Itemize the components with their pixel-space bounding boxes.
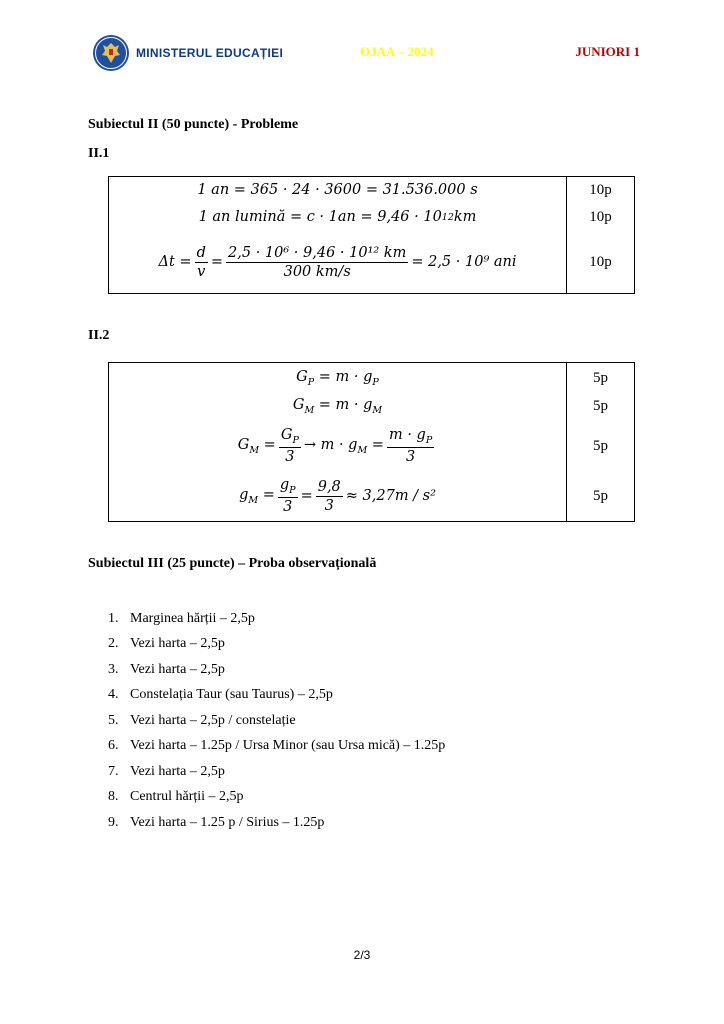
ministry-crest-icon <box>92 34 130 72</box>
list-item: 8. Centrul hărții – 2,5p <box>108 789 244 805</box>
exam-label: OJAA – 2024 <box>360 44 434 59</box>
page-header <box>92 32 640 76</box>
list-item: 2. Vezi harta – 2,5p <box>108 636 225 652</box>
page-number: 2/3 <box>353 948 371 962</box>
scores-cell <box>567 363 635 522</box>
equation-delta-t: Δt = $\frac{d}{v}$ = $\frac{\text{2,5 · 10⁶ · 9,46 · 10¹² km}}{300 km/s}$ = 2,5 · 10⁹ ani <box>158 244 517 280</box>
scores-cell <box>567 177 635 294</box>
category-label: JUNIORI 1 <box>575 44 640 59</box>
ministry-logo <box>92 34 283 72</box>
equations-cell <box>109 363 567 522</box>
problem-II1-label: II.1 <box>88 146 110 161</box>
score: 10p <box>589 253 612 270</box>
score: 5p <box>593 369 608 386</box>
score: 5p <box>593 397 608 414</box>
equation-GM-ratio: $G_M$ = $\frac{G_P}{3}$ → $m \cdot g_M$ = $\frac{m \cdot g_P}{3}$ <box>237 427 433 465</box>
list-item: 1. Marginea hărții – 2,5p <box>108 610 255 626</box>
equation-GP: $G_P = m \cdot g_P$ <box>296 368 379 388</box>
subject3-title: Subiectul III (25 puncte) – Proba observațională <box>88 556 377 571</box>
score: 10p <box>589 181 612 198</box>
problem-II2-label: II.2 <box>88 328 110 343</box>
list-item: 5. Vezi harta – 2,5p / constelație <box>108 712 296 728</box>
list-item: 3. Vezi harta – 2,5p <box>108 661 225 677</box>
list-item: 6. Vezi harta – 1.25p / Ursa Minor (sau Ursa mică) – 1.25p <box>108 738 446 754</box>
subject2-title: Subiectul II (50 puncte) - Probleme <box>88 117 299 132</box>
score: 5p <box>593 487 608 504</box>
equation-gM-result: $g_M$ = $\frac{g_P}{3}$ = $\frac{9,8}{3}$ ≈ 3,27m / s² <box>239 477 436 515</box>
equations-cell <box>109 177 567 294</box>
logo-text: MINISTERUL EDUCAȚIEI <box>136 46 284 60</box>
score: 10p <box>589 208 612 225</box>
equation-light-year: 1 an lumină = c · 1an = 9,46 · 10 12 km <box>198 209 477 225</box>
equation-GM: $G_M = m \cdot g_M$ <box>292 396 383 416</box>
list-item: 7. Vezi harta – 2,5p <box>108 763 225 779</box>
list-item: 4. Constelația Taur (sau Taurus) – 2,5p <box>108 687 333 703</box>
solution-table-II1 <box>108 176 635 294</box>
equation-year-seconds: 1 an = 365 · 24 · 3600 = 31.536.000 s <box>197 182 478 198</box>
score: 5p <box>593 437 608 454</box>
observation-answers-list <box>108 606 445 836</box>
list-item: 9. Vezi harta – 1.25 p / Sirius – 1.25p <box>108 814 325 830</box>
solution-table-II2 <box>108 362 635 522</box>
